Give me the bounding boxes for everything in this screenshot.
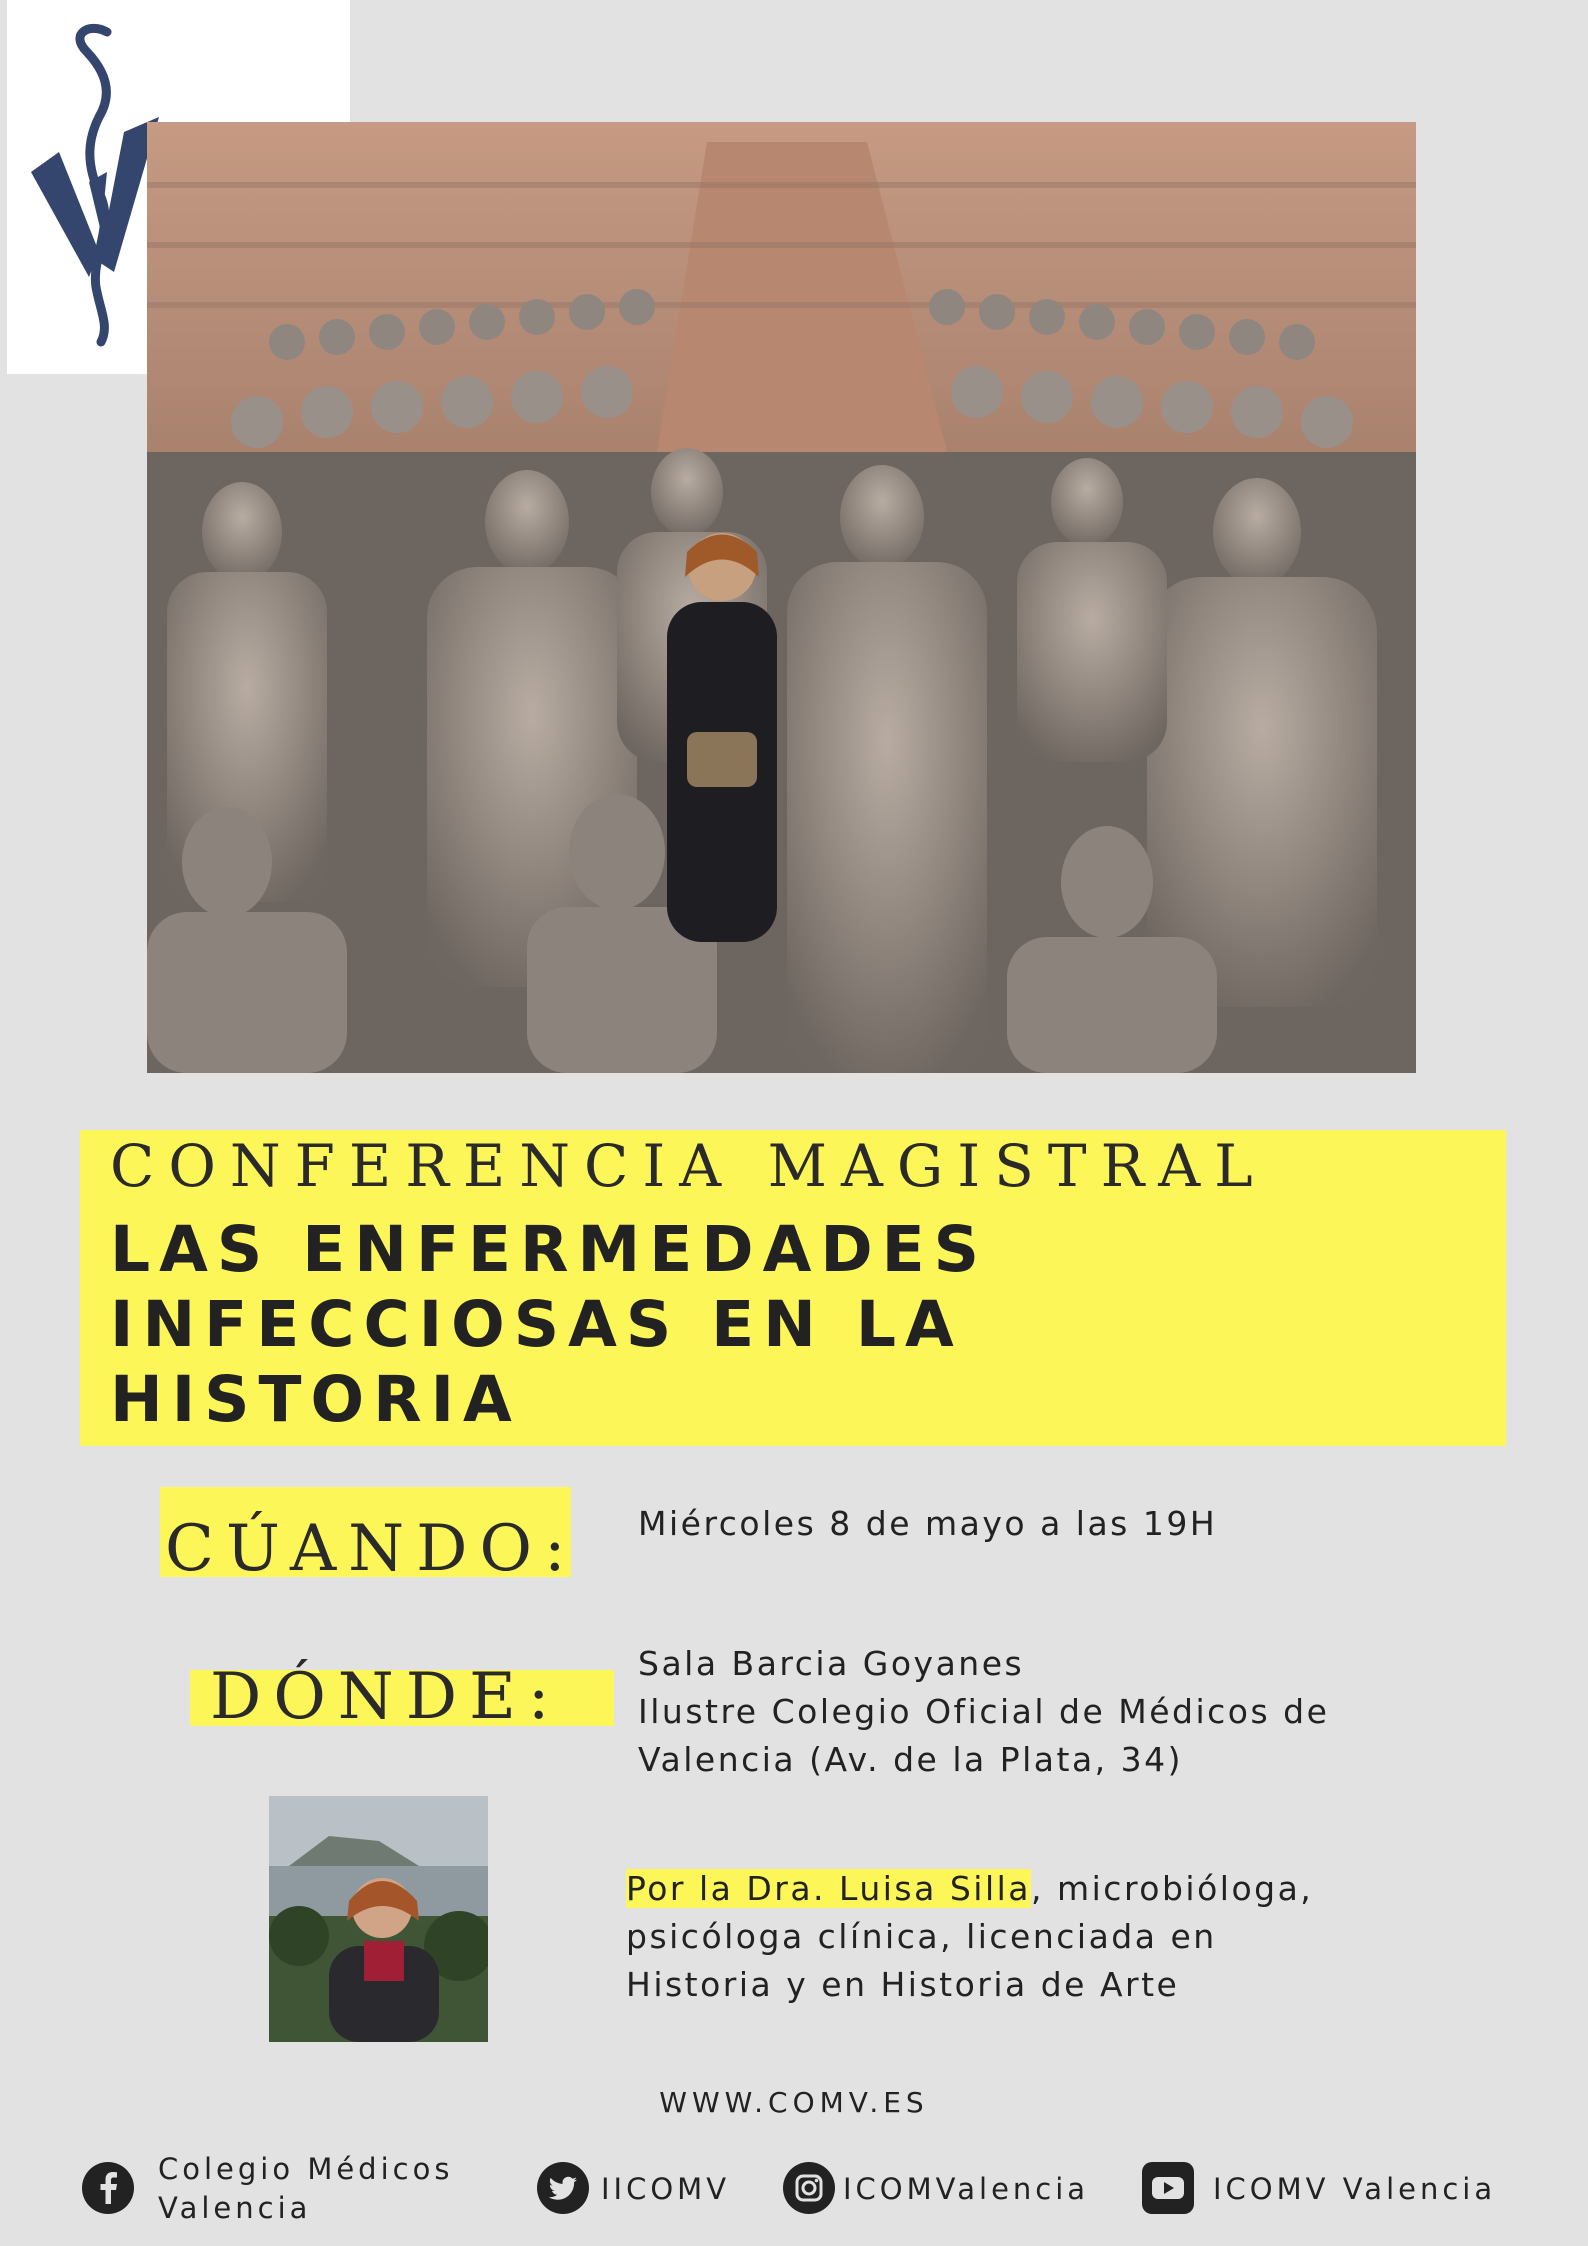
youtube-icon[interactable]	[1142, 2162, 1194, 2214]
speaker-line2: psicóloga clínica, licenciada en	[626, 1917, 1217, 1956]
twitter-label[interactable]: IICOMV	[601, 2172, 731, 2206]
title-block	[80, 1130, 1506, 1446]
title-line: LAS ENFERMEDADES	[110, 1213, 989, 1286]
speaker-line3: Historia y en Historia de Arte	[626, 1965, 1180, 2004]
speaker-photo	[269, 1796, 488, 2042]
when-label: CÚANDO:	[165, 1512, 578, 1586]
speaker-line1	[626, 1865, 1313, 1913]
terracotta-warriors-photo	[147, 122, 1416, 1073]
instagram-icon[interactable]	[783, 2162, 835, 2214]
twitter-icon[interactable]	[537, 2162, 589, 2214]
where-line: Ilustre Colegio Oficial de Médicos de	[638, 1692, 1330, 1731]
youtube-label[interactable]: ICOMV Valencia	[1213, 2172, 1497, 2206]
title-eyebrow: CONFERENCIA MAGISTRAL	[110, 1132, 1267, 1200]
where-line: Sala Barcia Goyanes	[638, 1644, 1025, 1683]
photo-illustration	[147, 122, 1416, 1073]
where-line: Valencia (Av. de la Plata, 34)	[638, 1740, 1184, 1779]
website-link[interactable]: WWW.COMV.ES	[659, 2086, 929, 2119]
facebook-label-line[interactable]: Colegio Médicos	[158, 2152, 454, 2186]
where-label: DÓNDE:	[210, 1660, 562, 1734]
instagram-label[interactable]: ICOMValencia	[843, 2172, 1090, 2206]
when-value: Miércoles 8 de mayo a las 19H	[638, 1504, 1218, 1543]
title-line: INFECCIOSAS EN LA	[110, 1288, 963, 1361]
facebook-icon[interactable]	[82, 2162, 134, 2214]
speaker-role: , microbióloga,	[1031, 1869, 1314, 1908]
page-title	[110, 1212, 1310, 1437]
facebook-label-line[interactable]: Valencia	[158, 2191, 312, 2225]
speaker-name-highlight: Por la Dra. Luisa Silla	[626, 1869, 1031, 1908]
title-line: HISTORIA	[110, 1363, 521, 1436]
